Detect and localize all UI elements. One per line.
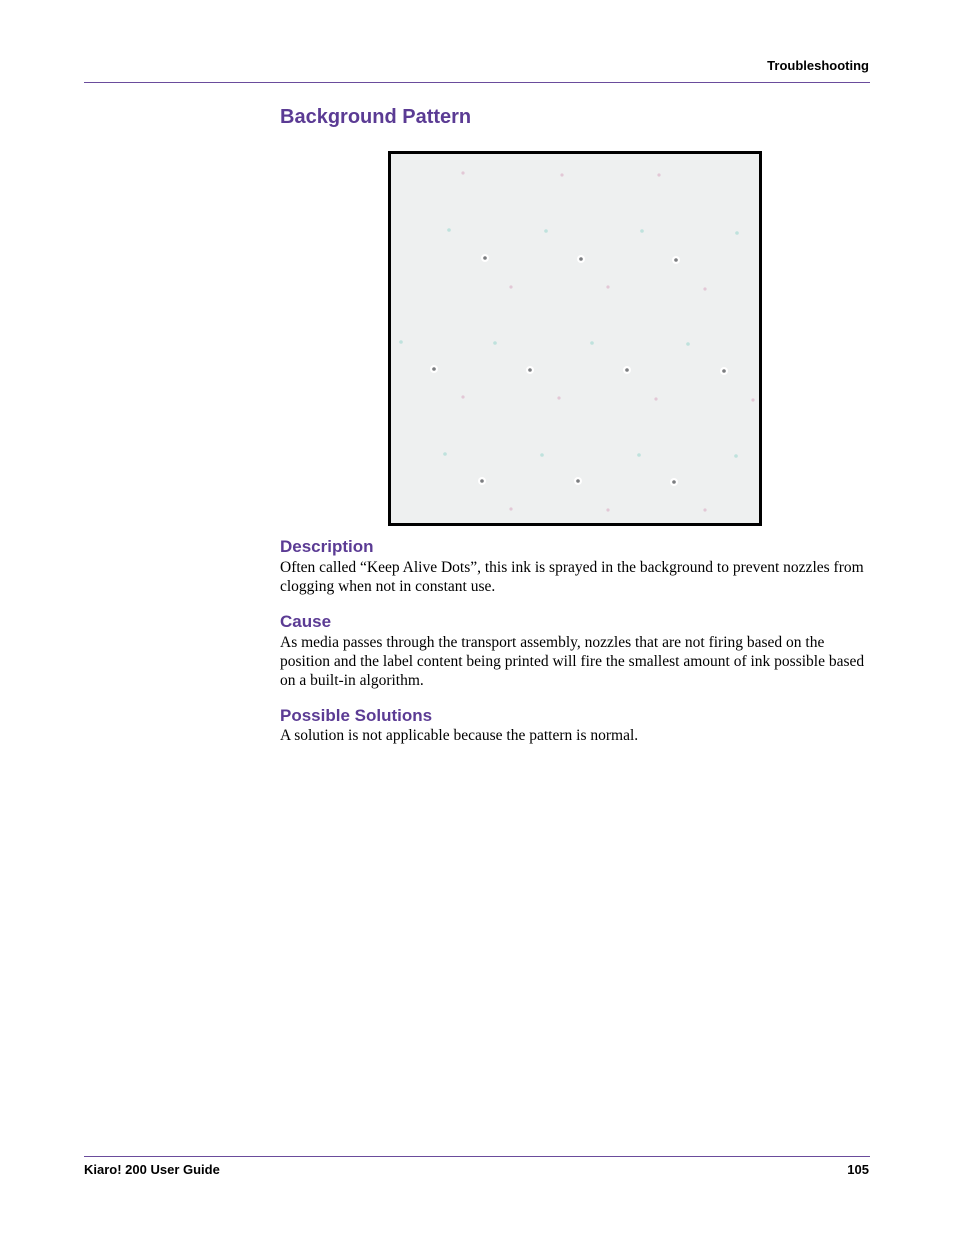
running-header: Troubleshooting	[767, 58, 869, 73]
cause-heading: Cause	[280, 612, 332, 631]
dot-pattern-image	[391, 154, 759, 523]
footer-page-number: 105	[847, 1162, 869, 1177]
footer-guide-title: Kiaro! 200 User Guide	[84, 1162, 220, 1177]
description-heading: Description	[280, 537, 374, 556]
page-title: Background Pattern	[280, 106, 472, 128]
cause-text: As media passes through the transport assembly, nozzles that are not firing based on the position and the label content being printed will fire the smallest amount of ink possible based on a built-in algorithm.	[280, 634, 865, 689]
background-pattern-figure	[388, 151, 762, 526]
possible-solutions-text: A solution is not applicable because the pattern is normal.	[280, 727, 639, 744]
description-text: Often called “Keep Alive Dots”, this ink is sprayed in the background to prevent nozzles from clogging when not in constant use.	[280, 559, 864, 595]
footer-rule	[84, 1156, 870, 1157]
header-rule	[84, 82, 870, 83]
possible-solutions-heading: Possible Solutions	[280, 706, 433, 725]
